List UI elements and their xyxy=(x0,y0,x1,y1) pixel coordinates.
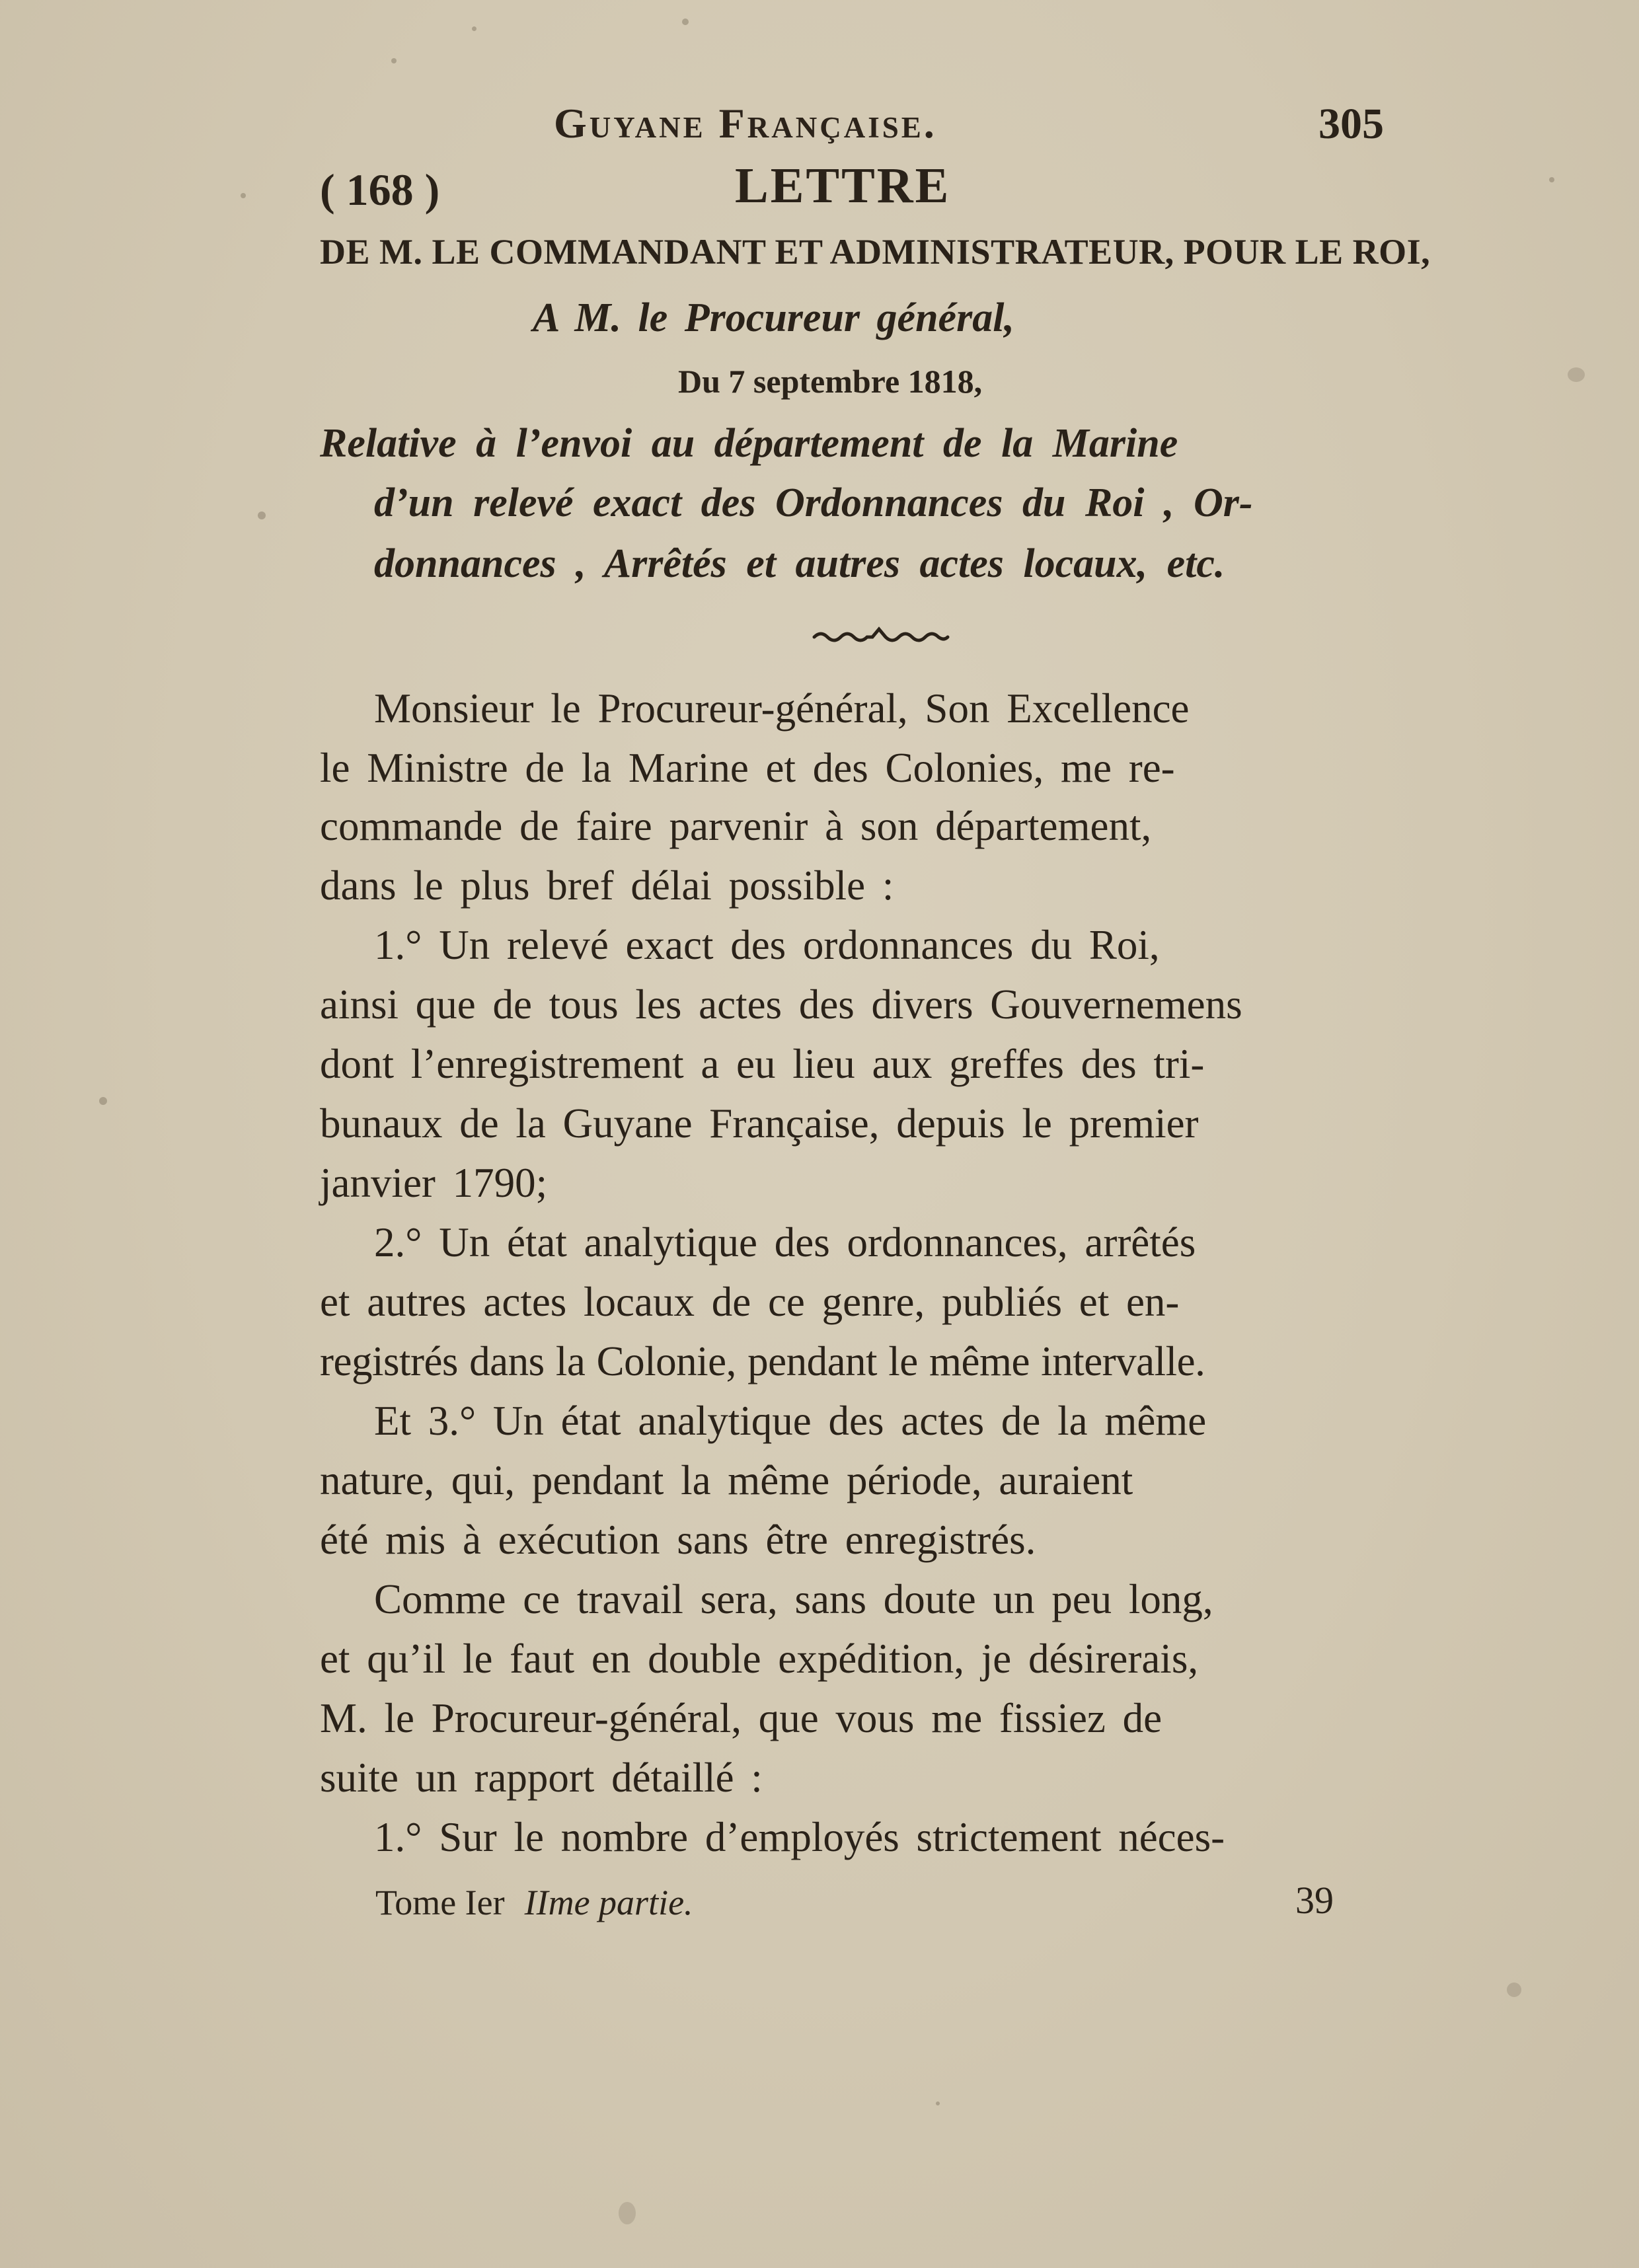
ornament-flourish-icon xyxy=(812,625,950,645)
paper-speck xyxy=(682,19,689,25)
footer-volume xyxy=(375,1882,693,1923)
paper-speck xyxy=(391,58,397,63)
body-line: bunaux de la Guyane Française, depuis le premier xyxy=(320,1100,1199,1147)
body-line: suite un rapport détaillé : xyxy=(320,1755,763,1801)
signature-mark: 39 xyxy=(1295,1879,1334,1922)
body-line: dans le plus bref délai possible : xyxy=(320,862,894,909)
volume-label: Tome Ier xyxy=(375,1883,505,1922)
paper-speck xyxy=(936,2101,940,2105)
addressee: A M. le Procureur général, xyxy=(533,295,1014,340)
body-line: ainsi que de tous les actes des divers Gouvernemens xyxy=(320,981,1242,1028)
body-line: 2.° Un état analytique des ordonnances, arrêtés xyxy=(374,1219,1196,1266)
paper-speck xyxy=(241,193,246,198)
subject-line: Relative à l’envoi au département de la Marine xyxy=(320,421,1178,466)
body-line: Comme ce travail sera, sans doute un peu long, xyxy=(374,1576,1213,1622)
running-title: Guyane Française. xyxy=(554,100,937,147)
paper-speck xyxy=(472,26,476,31)
paper-speck xyxy=(99,1097,107,1105)
body-line: M. le Procureur-général, que vous me fissiez de xyxy=(320,1695,1163,1741)
body-line: nature, qui, pendant la même période, auraient xyxy=(320,1457,1133,1503)
paper-speck xyxy=(1568,367,1585,382)
body-line: janvier 1790; xyxy=(320,1160,548,1206)
body-line: Monsieur le Procureur-général, Son Excellence xyxy=(374,685,1190,732)
paper-speck xyxy=(258,511,266,519)
paper-speck xyxy=(619,2202,636,2224)
document-date: Du 7 septembre 1818, xyxy=(678,363,983,400)
body-line: 1.° Un relevé exact des ordonnances du Roi, xyxy=(374,922,1160,968)
body-line: le Ministre de la Marine et des Colonies, me re- xyxy=(320,745,1175,791)
body-line: registrés dans la Colonie, pendant le même intervalle. xyxy=(320,1338,1205,1384)
page-number: 305 xyxy=(1318,100,1384,148)
subject-line: donnances , Arrêtés et autres actes locaux, etc. xyxy=(374,541,1225,586)
body-line: commande de faire parvenir à son département, xyxy=(320,803,1152,849)
ornament-divider xyxy=(812,625,950,645)
body-line: dont l’enregistrement a eu lieu aux greffes des tri- xyxy=(320,1041,1205,1087)
body-line: et qu’il le faut en double expédition, je désirerais, xyxy=(320,1636,1199,1682)
paper-speck xyxy=(1549,177,1554,182)
body-line: Et 3.° Un état analytique des actes de la même xyxy=(374,1398,1207,1444)
document-number: ( 168 ) xyxy=(320,165,440,215)
body-line: et autres actes locaux de ce genre, publiés et en- xyxy=(320,1279,1180,1325)
body-line: été mis à exécution sans être enregistrés. xyxy=(320,1517,1036,1563)
document-heading: LETTRE xyxy=(735,158,951,213)
subject-line: d’un relevé exact des Ordonnances du Roi , Or- xyxy=(374,480,1253,525)
document-subheading: DE M. LE COMMANDANT ET ADMINISTRATEUR, POUR LE ROI, xyxy=(320,232,1431,272)
part-label: IIme partie. xyxy=(524,1883,693,1922)
body-line: 1.° Sur le nombre d’employés strictement néces- xyxy=(374,1814,1225,1860)
paper-speck xyxy=(1507,1983,1521,1997)
